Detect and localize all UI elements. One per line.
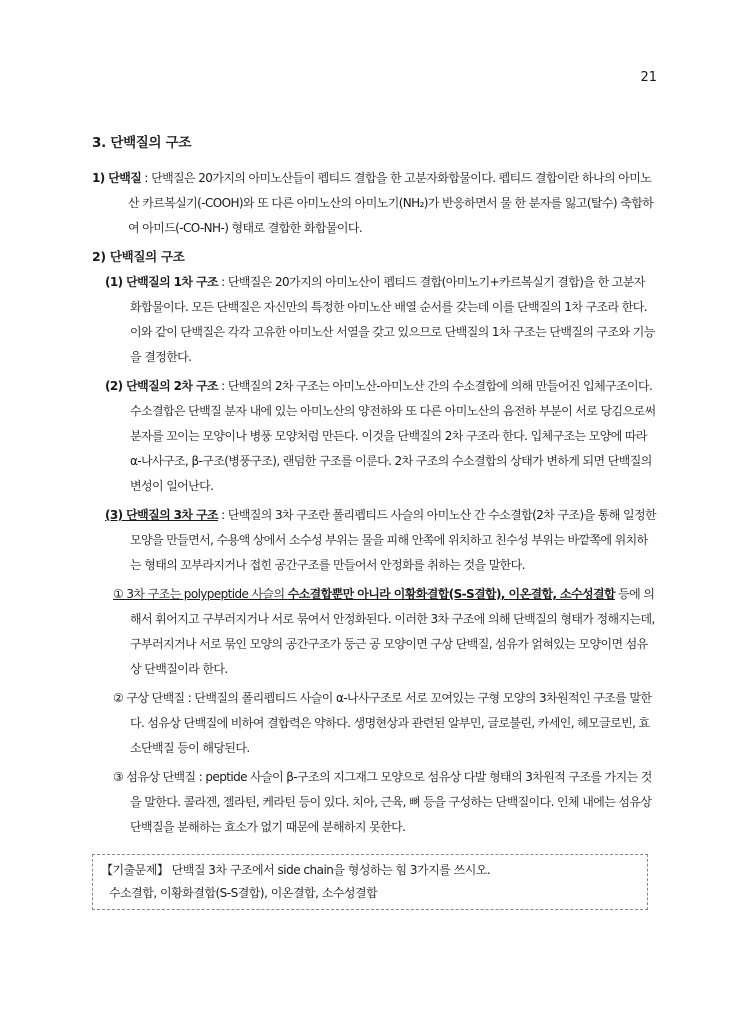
tertiary-bonds-item bbox=[92, 582, 658, 682]
secondary-structure-label: (2) 단백질의 2차 구조 bbox=[105, 379, 218, 393]
tertiary-structure-text: : 단백질의 3차 구조란 폴리펩티드 사슬의 아미노산 간 수소결합(2차 구조)을 통해 일정한 모양을 만들면서, 수용액 상에서 소수성 부위는 물을 피해 안쪽에 위치하고 친수성 부위는 바깥쪽에 위치하는 형태의 꼬부라지거나 접힌 공간구조를 만들어서 안정화를 취하는 것을 말한다. bbox=[130, 508, 656, 572]
tertiary-structure-label: (3) 단백질의 3차 구조 bbox=[105, 508, 218, 522]
document-body bbox=[92, 131, 658, 910]
secondary-structure-text: : 단백질의 2차 구조는 아미노산-아미노산 간의 수소결합에 의해 만들어진 입체구조이다. 수소결합은 단백질 분자 내에 있는 아미노산의 양전하와 또 다른 아미노산의 음전하 부분이 서로 당김으로써 분자를 꼬이는 모양이나 병풍 모양처럼 만든다. 이것을 단백질의 2차 구조라 한다. 입체구조는 모양에 따라 α-나사구조, β-구조(병풍구조), 랜덤한 구조를 이룬다. 2차 구조의 수소결합의 상태가 변하게 되면 단백질의 변성이 일어난다. bbox=[130, 379, 656, 493]
paragraph-text: : 단백질은 20가지의 아미노산들이 펩티드 결합을 한 고분자화합물이다. 펩티드 결합이란 하나의 아미노산 카르복실기(-COOH)와 또 다른 아미노산의 아미노기(NH₂)가 반응하면서 물 한 분자를 잃고(탈수) 축합하여 아미드(-CO-NH-) 형태로 결합한 화합물이다. bbox=[128, 171, 654, 235]
exam-answer: 수소결합, 이황화결합(S-S결합), 이온결합, 소수성결합 bbox=[109, 886, 378, 900]
globular-protein-item bbox=[92, 686, 658, 761]
tertiary-structure-paragraph bbox=[92, 503, 658, 578]
secondary-structure-paragraph bbox=[92, 374, 658, 499]
globular-protein-text: ② 구상 단백질 : 단백질의 폴리펩티드 사슬이 α-나사구조로 서로 꼬여있는 구형 모양의 3차원적인 구조를 말한다. 섬유상 단백질에 비하여 결합력은 약하다. 생명현상과 관련된 알부민, 글로불린, 카세인, 헤모글로빈, 효소단백질 등이 해당된다. bbox=[113, 691, 652, 755]
page-number: 21 bbox=[640, 70, 657, 85]
primary-structure-text: : 단백질은 20가지의 아미노산이 펩티드 결합(아미노기+카르복실기 결합)을 한 고분자 화합물이다. 모든 단백질은 자신만의 특정한 아미노산 배열 순서를 갖는데 이를 단백질의 1차 구조라 한다. 이와 같이 단백질은 각각 고유한 아미노산 서열을 갖고 있으므로 단백질의 1차 구조는 단백질의 구조와 기능을 결정한다. bbox=[130, 275, 655, 364]
fibrous-protein-item bbox=[92, 765, 658, 840]
subsection-heading: 2) 단백질의 구조 bbox=[92, 249, 185, 264]
exam-question-box bbox=[92, 854, 648, 910]
tertiary-bonds-intro: ① 3차 구조는 polypeptide 사슬의 bbox=[113, 587, 288, 601]
fibrous-protein-text: ③ 섬유상 단백질 : peptide 사슬이 β-구조의 지그재그 모양으로 섬유상 다발 형태의 3차원적 구조를 가지는 것을 말한다. 콜라겐, 젤라틴, 케라틴 등이 있다. 치아, 근육, 뼈 등을 구성하는 단백질이다. 인체 내에는 섬유상 단백질을 분해하는 효소가 없기 때문에 분해하지 못한다. bbox=[113, 770, 652, 834]
paragraph-protein-definition bbox=[92, 166, 658, 241]
section-title: 3. 단백질의 구조 bbox=[92, 135, 192, 151]
exam-question: 【기출문제】 단백질 3차 구조에서 side chain을 형성하는 힘 3가지를 쓰시오. bbox=[101, 863, 491, 877]
primary-structure-paragraph bbox=[92, 270, 658, 370]
paragraph-label: 1) 단백질 bbox=[92, 171, 142, 185]
tertiary-bonds-highlight: 수소결합뿐만 아니라 이황화결합(S-S결합), 이온결합, 소수성결합 bbox=[287, 587, 615, 601]
primary-structure-label: (1) 단백질의 1차 구조 bbox=[105, 275, 218, 289]
tertiary-bonds-text: 등에 의해서 휘어지고 구부러지거나 서로 묶여서 안정화된다. 이러한 3차 구조에 의해 단백질의 형태가 정해지는데, 구부러지거나 서로 묶인 모양의 공간구조가 둥근 공 모양이면 구상 단백질, 섬유가 얽혀있는 모양이면 섬유상 단백질이라 한다. bbox=[130, 587, 655, 676]
